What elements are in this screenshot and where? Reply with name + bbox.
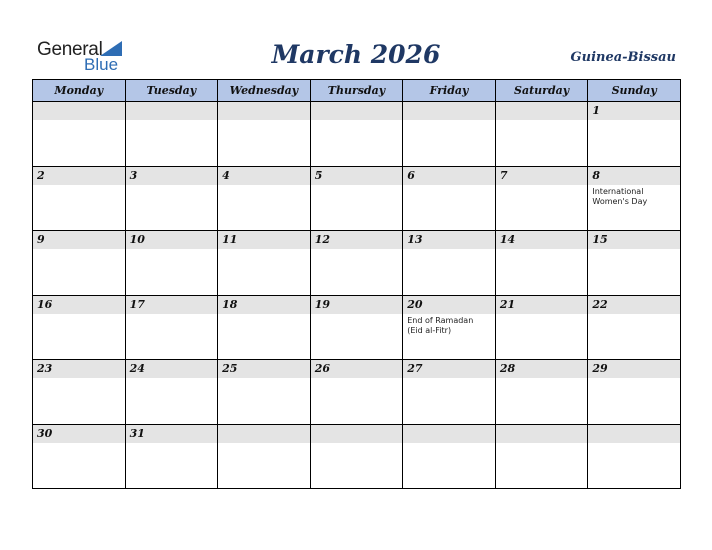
day-number: 5 [311,167,403,185]
day-cell[interactable] [310,424,403,489]
day-cell[interactable] [218,166,311,231]
week-row [33,231,681,296]
day-cell[interactable] [125,424,218,489]
day-number [126,102,218,120]
week-row [33,424,681,489]
day-number: 6 [403,167,495,185]
day-cell[interactable] [310,360,403,425]
day-cell[interactable] [310,231,403,296]
day-number: 16 [33,296,125,314]
weekday-header: Sunday [588,80,681,102]
weekday-header: Friday [403,80,496,102]
day-cell[interactable] [588,231,681,296]
logo-text-blue: Blue [84,55,119,74]
day-cell[interactable] [125,166,218,231]
week-row [33,295,681,360]
day-number: 21 [496,296,588,314]
day-cell[interactable] [33,102,126,167]
day-cell[interactable] [495,166,588,231]
week-row [33,360,681,425]
week-row [33,166,681,231]
day-cell[interactable] [588,360,681,425]
weekday-header: Wednesday [218,80,311,102]
holiday-label: End of Ramadan (Eid al-Fitr) [407,315,474,335]
day-number: 9 [33,231,125,249]
day-number: 3 [126,167,218,185]
day-number: 14 [496,231,588,249]
day-cell[interactable] [310,102,403,167]
day-cell[interactable] [218,424,311,489]
day-cell[interactable] [403,424,496,489]
day-number: 13 [403,231,495,249]
holiday-label: International Women's Day [592,186,648,206]
day-cell[interactable] [125,295,218,360]
day-cell[interactable] [33,166,126,231]
day-cell[interactable] [125,231,218,296]
day-cell[interactable] [310,166,403,231]
day-number: 25 [218,360,310,378]
day-number: 10 [126,231,218,249]
day-cell[interactable] [495,360,588,425]
day-number [311,425,403,443]
weekday-header-row [33,80,681,102]
day-cell[interactable] [495,424,588,489]
day-number: 15 [588,231,680,249]
weekday-header: Saturday [495,80,588,102]
day-cell[interactable] [125,360,218,425]
country-label: Guinea-Bissau [570,50,676,65]
day-cell[interactable] [588,295,681,360]
day-cell[interactable] [403,166,496,231]
day-cell[interactable] [33,295,126,360]
day-number: 8 [588,167,680,185]
weekday-header: Thursday [310,80,403,102]
day-number: 19 [311,296,403,314]
day-cell[interactable] [218,360,311,425]
day-number: 2 [33,167,125,185]
day-number: 27 [403,360,495,378]
day-number: 11 [218,231,310,249]
day-cell[interactable] [33,231,126,296]
day-cell[interactable] [218,295,311,360]
day-cell[interactable] [588,424,681,489]
day-cell[interactable] [125,102,218,167]
day-number: 31 [126,425,218,443]
weekday-header: Monday [33,80,126,102]
day-number: 30 [33,425,125,443]
day-number: 22 [588,296,680,314]
day-cell[interactable] [403,360,496,425]
day-number [311,102,403,120]
day-cell[interactable] [218,231,311,296]
day-number [403,102,495,120]
day-number: 18 [218,296,310,314]
day-cell[interactable] [403,295,496,360]
weekday-header: Tuesday [125,80,218,102]
week-row [33,102,681,167]
day-cell[interactable] [33,360,126,425]
day-cell[interactable] [33,424,126,489]
day-number: 12 [311,231,403,249]
day-cell[interactable] [403,231,496,296]
calendar-grid [32,79,681,489]
page-title: March 2026 [271,40,441,69]
day-number [403,425,495,443]
day-number: 17 [126,296,218,314]
day-number [496,102,588,120]
day-cell[interactable] [403,102,496,167]
day-number [496,425,588,443]
day-number [218,102,310,120]
day-cell[interactable] [218,102,311,167]
day-cell[interactable] [588,102,681,167]
day-number: 23 [33,360,125,378]
day-number [218,425,310,443]
day-number: 28 [496,360,588,378]
day-number: 1 [588,102,680,120]
day-cell[interactable] [495,231,588,296]
day-number: 20 [403,296,495,314]
day-number: 7 [496,167,588,185]
logo-text-general: General [37,39,103,60]
day-number: 29 [588,360,680,378]
calendar-body [33,102,681,489]
day-number: 26 [311,360,403,378]
day-cell[interactable] [310,295,403,360]
day-cell[interactable] [495,102,588,167]
day-number [588,425,680,443]
day-number: 4 [218,167,310,185]
day-cell[interactable] [588,166,681,231]
day-cell[interactable] [495,295,588,360]
day-number: 24 [126,360,218,378]
day-number [33,102,125,120]
